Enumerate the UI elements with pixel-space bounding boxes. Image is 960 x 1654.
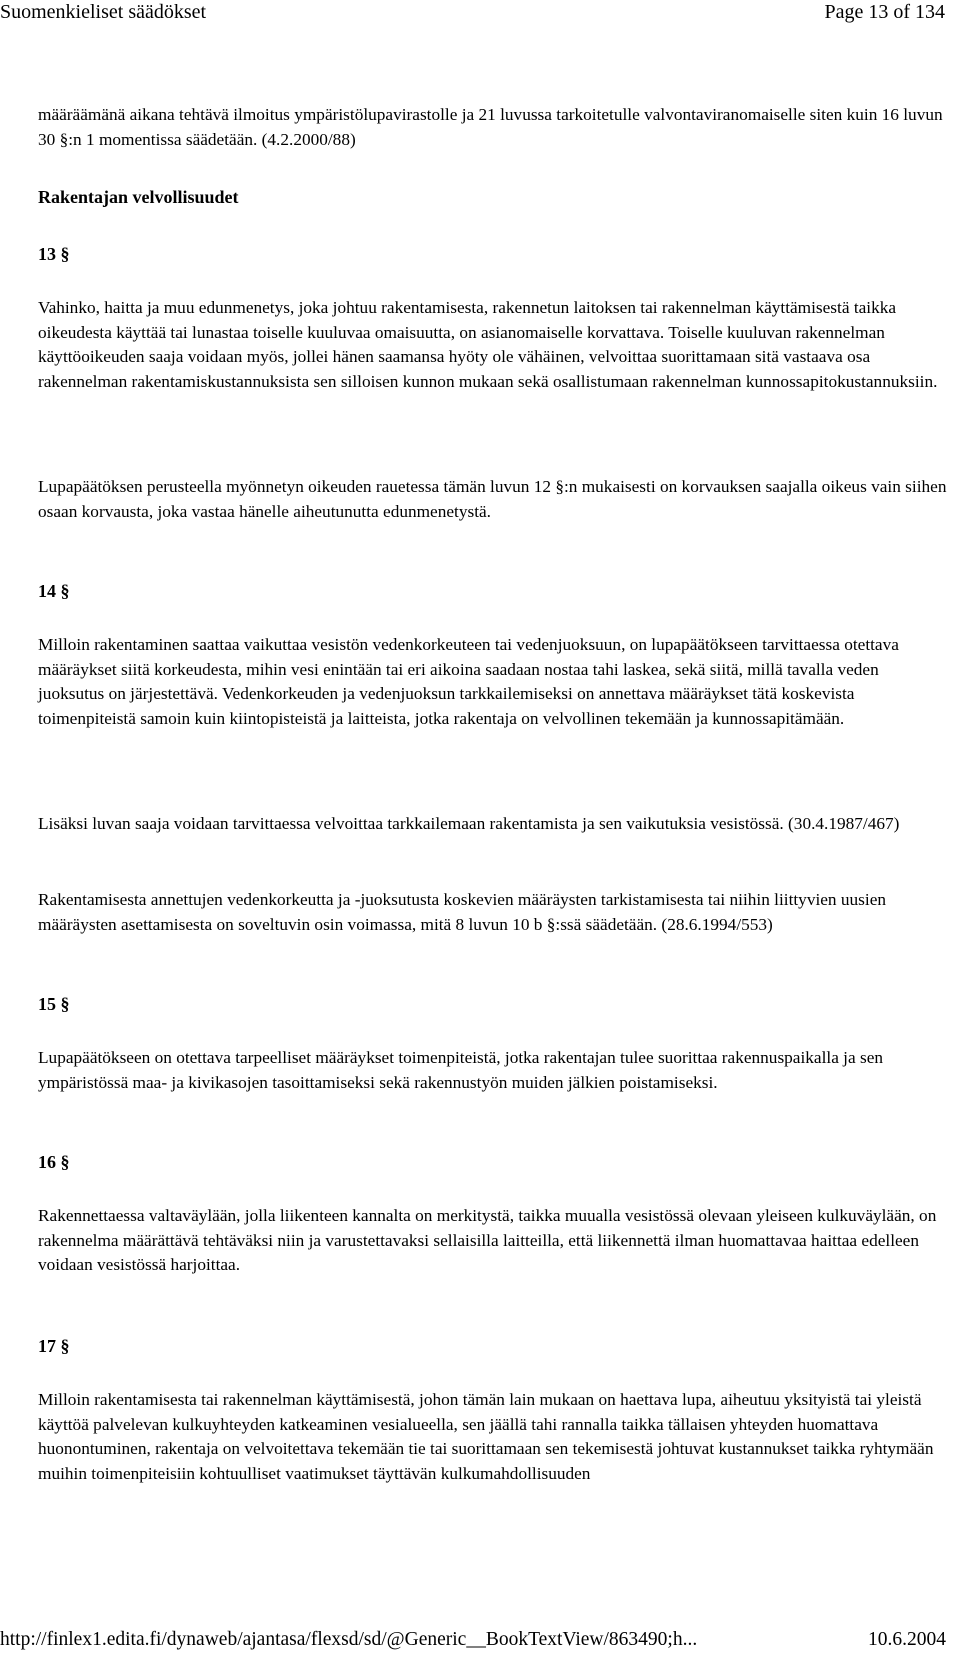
paragraph: Milloin rakentaminen saattaa vaikuttaa vesistön vedenkorkeuteen tai vedenjuoksuun, on lupapäätökseen tarvittaessa otettava määräykset siitä korkeudesta, mihin vesi enintään tai eri aikoina saadaan nostaa tahi laskea, sekä siitä, millä tavalla veden juoksutus on järjestettävä. Vedenkorkeuden ja vedenjuoksun tarkkailemiseksi on annettava määräykset tätä koskevista toimenpiteistä samoin kuin kiintopisteistä ja laitteista, jotka rakentaja on velvollinen tekemään ja kunnossapitämään. <box>38 635 899 728</box>
page-url[interactable]: http://finlex1.edita.fi/dynaweb/ajantasa/flexsd/sd/@Generic__BookTextView/863490;h... <box>0 1629 698 1650</box>
section-number: 16 § <box>38 1152 70 1172</box>
paragraph: Rakentamisesta annettujen vedenkorkeutta ja -juoksutusta koskevien määräysten tarkistamisesta tai niihin liittyvien uusien määräysten asettamisesta on soveltuvin osin voimassa, mitä 8 luvun 10 b §:ssä säädetään. (28.6.1994/553) <box>38 890 887 934</box>
section-number: 13 § <box>38 244 70 264</box>
site-title: Suomenkieliset säädökset <box>0 1 207 23</box>
paragraph: Lupapäätökseen on otettava tarpeelliset määräykset toimenpiteistä, jotka rakentajan tulee suorittaa rakennuspaikalla ja sen ympäristössä maa- ja kivikasojen tasoittamiseksi sekä rakennustyön muiden jälkien poistamiseksi. <box>38 1048 884 1092</box>
paragraph: määräämänä aikana tehtävä ilmoitus ympäristölupavirastolle ja 21 luvussa tarkoitetulle valvontaviranomaiselle siten kuin 16 luvun 30 §:n 1 momentissa säädetään. (4.2.2000/88) <box>38 105 943 149</box>
page-header <box>0 0 960 30</box>
paragraph: Vahinko, haitta ja muu edunmenetys, joka johtuu rakentamisesta, rakennetun laitoksen tai rakennelman käyttämisestä taikka oikeudesta käyttää tai lunastaa toiselle kuuluvaa omaisuutta, on asianomaiselle korvattava. Toiselle kuuluvan rakennelman käyttöoikeuden saaja voidaan myös, jollei hänen saamansa hyöty ole vähäinen, velvoittaa suorittamaan sitä vastaava osa rakennelman rakentamiskustannuksista sen silloisen kunnon mukaan sekä osallistumaan rakennelman kunnossapitokustannuksiin. <box>38 298 938 391</box>
paragraph: Lisäksi luvan saaja voidaan tarvittaessa velvoittaa tarkkailemaan rakentamista ja sen vaikutuksia vesistössä. (30.4.1987/467) <box>38 814 900 833</box>
paragraph: Milloin rakentamisesta tai rakennelman käyttämisestä, johon tämän lain mukaan on haettava lupa, aiheutuu yksityistä tai yleistä käyttöä palvelevan kulkuyhteyden katkeaminen vesialueella, sen jäällä tahi rannalla taikka tällaisen yhteyden huomattava huonontuminen, rakentaja on velvoitettava tekemään tie tai suorittamaan sen tekemisestä johtuvat kustannukset taikka ryhtymään muihin toimenpiteisiin kohtuulliset vaatimukset täyttävän kulkumahdollisuuden <box>38 1390 934 1483</box>
print-date: 10.6.2004 <box>868 1629 946 1650</box>
page-footer <box>0 1629 960 1654</box>
section-number: 17 § <box>38 1336 70 1356</box>
section-number: 14 § <box>38 581 70 601</box>
section-number: 15 § <box>38 994 70 1014</box>
page-number: Page 13 of 134 <box>824 1 945 23</box>
paragraph: Lupapäätöksen perusteella myönnetyn oikeuden rauetessa tämän luvun 12 §:n mukaisesti on korvauksen saajalla oikeus vain siihen osaan korvausta, joka vastaa hänelle aiheutunutta edunmenetystä. <box>38 477 947 521</box>
paragraph: Rakennettaessa valtaväylään, jolla liikenteen kannalta on merkitystä, taikka muualla vesistössä olevaan yleiseen kulkuväylään, on rakennelma määrättävä tehtäväksi niin ja varustettavaksi sellaisilla laitteilla, että liikennettä ilman huomattavaa haittaa edelleen voidaan vesistössä harjoittaa. <box>38 1206 937 1275</box>
section-heading: Rakentajan velvollisuudet <box>38 187 239 207</box>
